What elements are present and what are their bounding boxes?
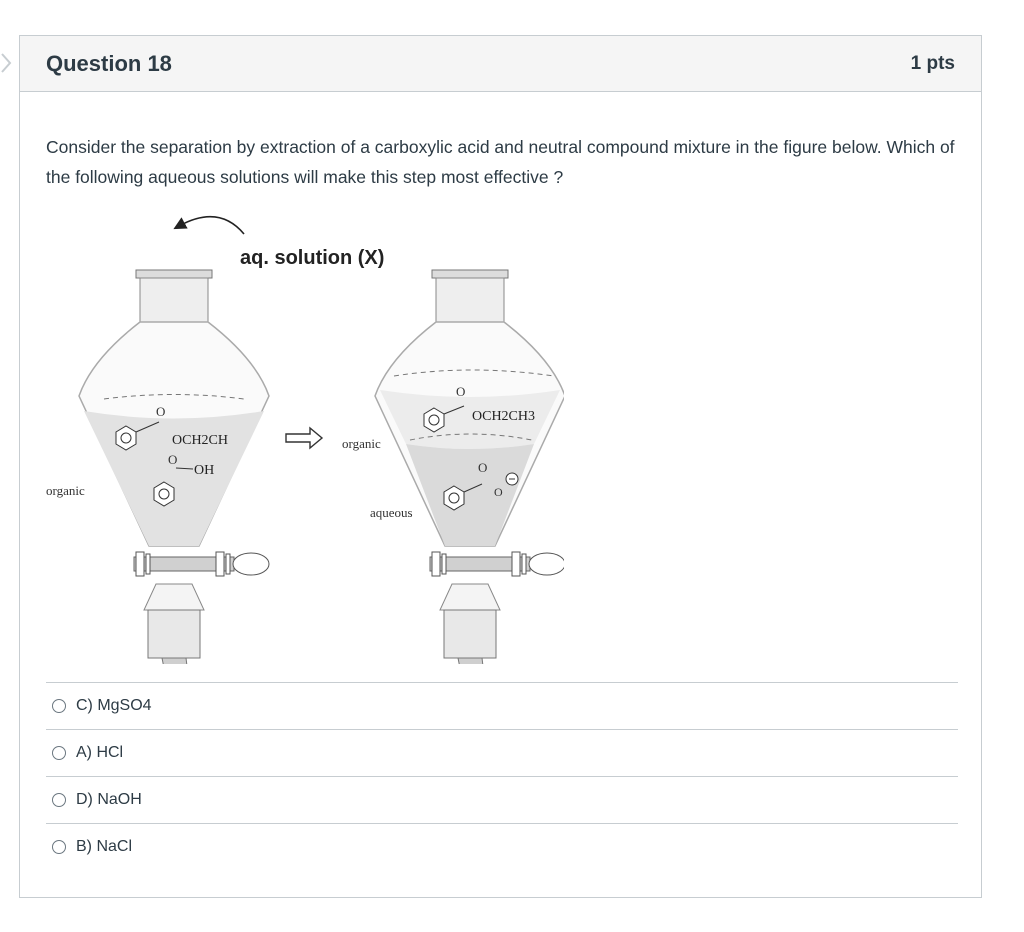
answer-list [46,682,958,870]
ester-label-right: OCH2CH3 [472,409,536,424]
radio-button[interactable] [52,793,66,807]
radio-button[interactable] [52,699,66,713]
answer-option[interactable] [46,682,958,729]
right-organic-label: organic [342,436,381,451]
acid-oh-label: OH [194,463,215,478]
answer-label: A) HCl [76,744,124,761]
right-funnel [342,270,564,664]
curved-arrow-icon [179,217,244,234]
radio-button[interactable] [52,840,66,854]
question-points: 1 pts [910,52,955,74]
svg-text:O: O [156,404,166,419]
svg-text:O: O [456,384,466,399]
answer-option[interactable] [46,729,958,776]
radio-button[interactable] [52,746,66,760]
question-text: Consider the separation by extraction of a carboxylic acid and neutral compound mixture in the figure below. Which of the following aqueous solutions will make this step most effective ? [46,137,955,187]
answer-label: C) MgSO4 [76,697,152,714]
step-label: aq. solution (X) [240,247,385,269]
question-card [19,35,982,898]
ester-label-left: OCH2CH [172,433,229,448]
answer-option[interactable] [46,776,958,823]
question-header [20,36,981,92]
answer-label: B) NaCl [76,838,133,855]
svg-text:O: O [494,485,503,499]
question-title: Question 18 [46,50,172,76]
left-organic-label: organic [46,483,85,498]
svg-text:O: O [478,460,488,475]
svg-text:O: O [168,452,178,467]
left-funnel [46,270,269,664]
separatory-funnel-figure [44,204,564,664]
chevron-right-icon[interactable] [0,52,14,74]
answer-option[interactable] [46,823,958,870]
right-aqueous-label: aqueous [370,505,413,520]
answer-label: D) NaOH [76,791,142,808]
right-arrow-icon [286,428,322,448]
